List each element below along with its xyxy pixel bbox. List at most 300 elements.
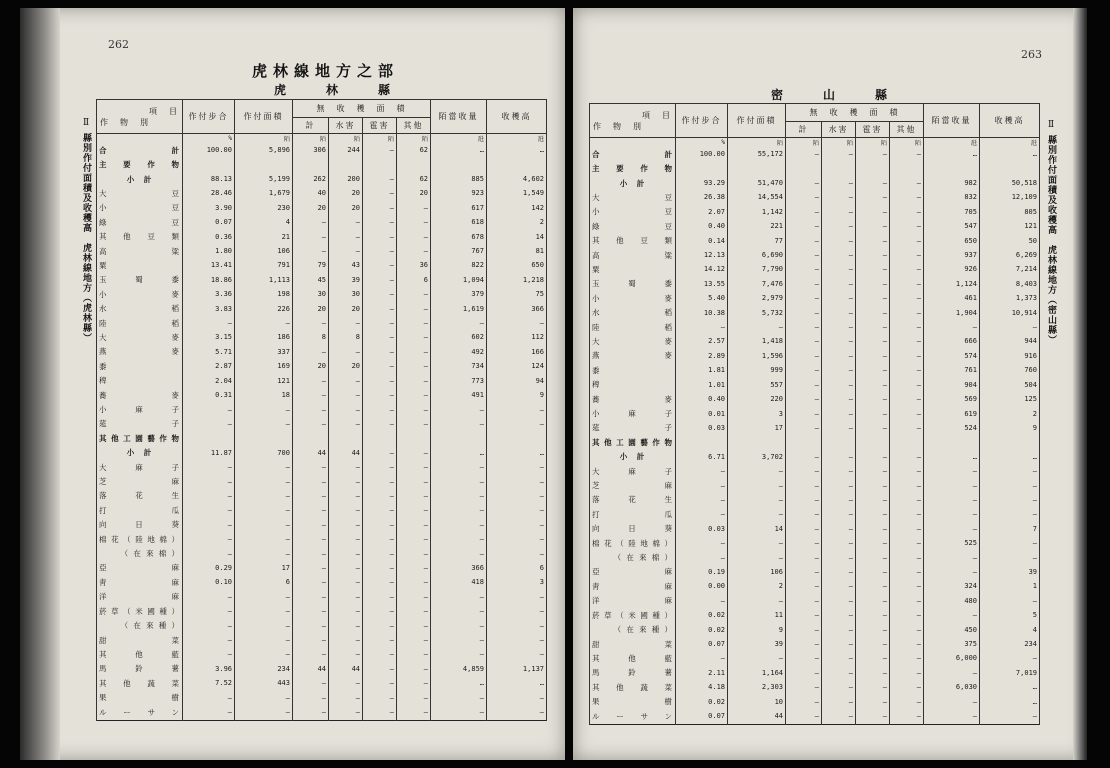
- table-row: [590, 550, 1040, 564]
- cell-value: 999: [728, 363, 786, 377]
- cell-value: —: [890, 291, 924, 305]
- cell-value: —: [676, 493, 728, 507]
- cell-value: —: [890, 594, 924, 608]
- cell-value: —: [786, 277, 822, 291]
- cell-value: [293, 431, 329, 445]
- row-label-text: 大 麥: [592, 336, 673, 346]
- cell-value: —: [183, 518, 235, 532]
- cell-value: 617: [431, 201, 487, 215]
- cell-value: —: [487, 532, 547, 546]
- cell-value: —: [431, 647, 487, 661]
- cell-value: —: [822, 464, 856, 478]
- cell-value: —: [822, 248, 856, 262]
- cell-value: 40: [293, 186, 329, 200]
- cell-value: 666: [924, 334, 980, 348]
- cell-value: 20: [293, 301, 329, 315]
- cell-value: —: [980, 709, 1040, 725]
- cell-value: [890, 161, 924, 175]
- cell-value: 2.11: [676, 666, 728, 680]
- cell-value: 0.07: [676, 709, 728, 725]
- cell-value: —: [397, 330, 431, 344]
- cell-value: 106: [728, 565, 786, 579]
- table-row: [590, 622, 1040, 636]
- table-row: [590, 305, 1040, 319]
- table-row: [590, 709, 1040, 725]
- cell-value: —: [856, 493, 890, 507]
- cell-value: —: [329, 690, 363, 704]
- unit-harvest: 瓩: [980, 138, 1040, 148]
- table-row: [590, 594, 1040, 608]
- cell-value: —: [363, 518, 397, 532]
- cell-value: 324: [924, 579, 980, 593]
- cell-value: 0.07: [676, 637, 728, 651]
- cell-value: 1: [980, 579, 1040, 593]
- unit-flood: 陌: [822, 138, 856, 148]
- row-label-text: 玉蜀黍: [592, 279, 673, 289]
- cell-value: —: [235, 503, 293, 517]
- row-label-text: 大 豆: [592, 192, 673, 202]
- cell-value: —: [235, 402, 293, 416]
- unit-ratio: %: [676, 138, 728, 148]
- cell-value: —: [235, 705, 293, 721]
- cell-value: 650: [924, 233, 980, 247]
- cell-value: —: [397, 489, 431, 503]
- cell-value: —: [431, 590, 487, 604]
- table-row: [590, 147, 1040, 161]
- cell-value: —: [329, 503, 363, 517]
- cell-value: 20: [329, 301, 363, 315]
- header-harvest: 收穫高: [980, 104, 1040, 138]
- cell-value: —: [363, 201, 397, 215]
- table-row: [97, 417, 547, 431]
- row-label: [97, 287, 183, 301]
- cell-value: —: [487, 618, 547, 632]
- cell-value: 3.90: [183, 201, 235, 215]
- cell-value: 20: [329, 359, 363, 373]
- cell-value: —: [786, 219, 822, 233]
- row-label-text: 大麻子: [99, 462, 180, 472]
- cell-value: —: [856, 205, 890, 219]
- cell-value: —: [822, 233, 856, 247]
- cell-value: —: [856, 565, 890, 579]
- row-label: [97, 402, 183, 416]
- row-label: [590, 579, 676, 593]
- cell-value: 982: [924, 176, 980, 190]
- cell-value: —: [890, 622, 924, 636]
- row-label-text: 其他藍: [99, 649, 180, 659]
- cell-value: 0.31: [183, 388, 235, 402]
- unit-total: 陌: [786, 138, 822, 148]
- cell-value: —: [397, 316, 431, 330]
- cell-value: —: [728, 507, 786, 521]
- cell-value: —: [856, 233, 890, 247]
- cell-value: —: [363, 590, 397, 604]
- cell-value: —: [822, 608, 856, 622]
- cell-value: [397, 157, 431, 171]
- cell-value: —: [293, 647, 329, 661]
- cell-value: [924, 161, 980, 175]
- table-row: [97, 229, 547, 243]
- cell-value: 142: [487, 201, 547, 215]
- cell-value: 21: [235, 229, 293, 243]
- cell-value: —: [676, 594, 728, 608]
- header-other: 其他: [397, 118, 431, 134]
- cell-value: —: [856, 709, 890, 725]
- row-label: [590, 622, 676, 636]
- cell-value: 20: [329, 201, 363, 215]
- cell-value: 11.87: [183, 446, 235, 460]
- cell-value: 557: [728, 378, 786, 392]
- cell-value: 0.01: [676, 406, 728, 420]
- row-label-text: 其他蔬菜: [99, 678, 180, 688]
- table-row: [97, 446, 547, 460]
- cell-value: —: [786, 507, 822, 521]
- cell-value: 9: [980, 421, 1040, 435]
- row-label: [590, 637, 676, 651]
- cell-value: …: [487, 446, 547, 460]
- book-edge-shadow: [1073, 8, 1087, 760]
- cell-value: —: [293, 345, 329, 359]
- row-label: [97, 633, 183, 647]
- cell-value: —: [786, 406, 822, 420]
- cell-value: —: [822, 493, 856, 507]
- cell-value: —: [890, 493, 924, 507]
- cell-value: 761: [924, 363, 980, 377]
- row-label-text: 靑 麻: [99, 577, 180, 587]
- cell-value: 0.03: [676, 522, 728, 536]
- table-row: [97, 474, 547, 488]
- cell-value: —: [786, 536, 822, 550]
- cell-value: 2,303: [728, 680, 786, 694]
- cell-value: —: [786, 334, 822, 348]
- cell-value: —: [329, 460, 363, 474]
- cell-value: 1,142: [728, 205, 786, 219]
- header-area: 作付面積: [728, 104, 786, 138]
- cell-value: —: [856, 450, 890, 464]
- cell-value: —: [980, 320, 1040, 334]
- row-label: [97, 431, 183, 445]
- cell-value: 926: [924, 262, 980, 276]
- cell-value: —: [183, 474, 235, 488]
- row-label-text: 大 豆: [99, 188, 180, 198]
- cell-value: —: [786, 320, 822, 334]
- cell-value: 13.41: [183, 258, 235, 272]
- cell-value: —: [786, 392, 822, 406]
- cell-value: —: [786, 680, 822, 694]
- cell-value: —: [293, 590, 329, 604]
- cell-value: 6.71: [676, 450, 728, 464]
- header-area: 作付面積: [235, 100, 293, 134]
- cell-value: —: [676, 320, 728, 334]
- cell-value: 18: [235, 388, 293, 402]
- cell-value: —: [676, 478, 728, 492]
- cell-value: —: [329, 647, 363, 661]
- cell-value: 14.12: [676, 262, 728, 276]
- cell-value: —: [487, 402, 547, 416]
- cell-value: 12,109: [980, 190, 1040, 204]
- cell-value: —: [786, 565, 822, 579]
- row-label-text: 小 計: [126, 174, 153, 184]
- cell-value: —: [397, 359, 431, 373]
- cell-value: —: [363, 359, 397, 373]
- cell-value: —: [980, 651, 1040, 665]
- cell-value: 6: [397, 273, 431, 287]
- row-label: [97, 244, 183, 258]
- cell-value: 5.71: [183, 345, 235, 359]
- row-label: [97, 662, 183, 676]
- side-caption-text: 縣別作付面積及收穫高 虎林線地方（密山縣）: [1046, 135, 1056, 346]
- cell-value: 904: [924, 378, 980, 392]
- cell-value: —: [890, 176, 924, 190]
- cell-value: —: [822, 637, 856, 651]
- cell-value: —: [786, 464, 822, 478]
- header-item: 項 目: [642, 110, 672, 120]
- cell-value: —: [293, 604, 329, 618]
- cell-value: 44: [293, 662, 329, 676]
- cell-value: —: [786, 550, 822, 564]
- cell-value: —: [329, 532, 363, 546]
- row-label: [590, 248, 676, 262]
- cell-value: 10.38: [676, 305, 728, 319]
- cell-value: —: [363, 546, 397, 560]
- cell-value: —: [329, 374, 363, 388]
- row-label: [590, 363, 676, 377]
- header-harvest: 收穫高: [487, 100, 547, 134]
- cell-value: —: [397, 575, 431, 589]
- cell-value: —: [890, 522, 924, 536]
- cell-value: 0.40: [676, 219, 728, 233]
- cell-value: 6: [235, 575, 293, 589]
- cell-value: —: [487, 518, 547, 532]
- cell-value: —: [293, 690, 329, 704]
- cell-value: 525: [924, 536, 980, 550]
- side-caption: [78, 118, 94, 343]
- cell-value: —: [235, 546, 293, 560]
- cell-value: —: [822, 507, 856, 521]
- cell-value: 4,602: [487, 172, 547, 186]
- page-number: 263: [1021, 48, 1042, 61]
- cell-value: —: [890, 579, 924, 593]
- row-label: [590, 392, 676, 406]
- table-row: [97, 359, 547, 373]
- cell-value: —: [856, 305, 890, 319]
- cell-value: —: [856, 478, 890, 492]
- row-label: [97, 446, 183, 460]
- cell-value: 20: [293, 359, 329, 373]
- cell-value: 1,904: [924, 305, 980, 319]
- cell-value: —: [924, 709, 980, 725]
- cell-value: 26.38: [676, 190, 728, 204]
- cell-value: —: [890, 392, 924, 406]
- cell-value: —: [363, 258, 397, 272]
- side-caption-text: 縣別作付面積及收穫高 虎林線地方（虎林縣）: [81, 133, 91, 344]
- cell-value: 81: [487, 244, 547, 258]
- cell-value: 1,094: [431, 273, 487, 287]
- cell-value: [822, 435, 856, 449]
- table-row: [590, 565, 1040, 579]
- cell-value: 20: [329, 186, 363, 200]
- row-label: [590, 320, 676, 334]
- cell-value: 418: [431, 575, 487, 589]
- cell-value: —: [822, 666, 856, 680]
- row-label: [590, 219, 676, 233]
- cell-value: 221: [728, 219, 786, 233]
- cell-value: —: [786, 651, 822, 665]
- row-label-text: 落花生: [592, 495, 673, 505]
- cell-value: —: [183, 590, 235, 604]
- cell-value: —: [728, 464, 786, 478]
- cell-value: 734: [431, 359, 487, 373]
- cell-value: 62: [397, 143, 431, 157]
- cell-value: —: [786, 421, 822, 435]
- cell-value: —: [431, 518, 487, 532]
- cell-value: —: [822, 320, 856, 334]
- cell-value: 791: [235, 258, 293, 272]
- cell-value: [363, 431, 397, 445]
- row-label-text: 小 麥: [99, 289, 180, 299]
- table-row: [590, 248, 1040, 262]
- cell-value: —: [397, 633, 431, 647]
- cell-value: —: [822, 277, 856, 291]
- header-no-harvest: 無 收 穫 面 積: [786, 104, 924, 122]
- row-label-text: 合 計: [99, 145, 180, 155]
- row-label-text: 水 稻: [99, 304, 180, 314]
- header-ratio: 作付步合: [676, 104, 728, 138]
- cell-value: 9: [728, 622, 786, 636]
- row-label: [97, 590, 183, 604]
- table-row: [590, 435, 1040, 449]
- cell-value: 0.07: [183, 215, 235, 229]
- row-label: [590, 522, 676, 536]
- table-row: [590, 464, 1040, 478]
- cell-value: —: [363, 690, 397, 704]
- cell-value: —: [363, 244, 397, 258]
- cell-value: 28.46: [183, 186, 235, 200]
- header-crop: 作 物 別: [593, 121, 643, 131]
- cell-value: 3.15: [183, 330, 235, 344]
- cell-value: —: [363, 676, 397, 690]
- cell-value: —: [786, 363, 822, 377]
- cell-value: —: [890, 147, 924, 161]
- cell-value: 492: [431, 345, 487, 359]
- cell-value: 3: [487, 575, 547, 589]
- cell-value: 79: [293, 258, 329, 272]
- row-label: [97, 143, 183, 157]
- table-row: [590, 233, 1040, 247]
- table-row: [590, 277, 1040, 291]
- cell-value: —: [329, 474, 363, 488]
- header-total: 計: [293, 118, 329, 134]
- cell-value: —: [363, 633, 397, 647]
- cell-value: —: [397, 301, 431, 315]
- cell-value: 366: [431, 561, 487, 575]
- cell-value: 461: [924, 291, 980, 305]
- cell-value: —: [728, 594, 786, 608]
- cell-value: 480: [924, 594, 980, 608]
- cell-value: —: [980, 536, 1040, 550]
- cell-value: 1.01: [676, 378, 728, 392]
- cell-value: —: [728, 550, 786, 564]
- cell-value: —: [924, 522, 980, 536]
- row-label-text: 其他工園藝作物: [592, 437, 673, 447]
- cell-value: 6,269: [980, 248, 1040, 262]
- cell-value: —: [786, 205, 822, 219]
- cell-value: —: [786, 637, 822, 651]
- page-number: 262: [108, 38, 129, 51]
- cell-value: —: [822, 651, 856, 665]
- row-label-text: 打 瓜: [592, 509, 673, 519]
- cell-value: 0.10: [183, 575, 235, 589]
- row-label-text: 向日葵: [99, 520, 180, 530]
- cell-value: 547: [924, 219, 980, 233]
- cell-value: —: [293, 229, 329, 243]
- cell-value: —: [856, 147, 890, 161]
- cell-value: 337: [235, 345, 293, 359]
- cell-value: —: [822, 378, 856, 392]
- cell-value: …: [487, 676, 547, 690]
- table-row: [97, 316, 547, 330]
- cell-value: 944: [980, 334, 1040, 348]
- row-label-text: 亞 麻: [592, 567, 673, 577]
- cell-value: —: [924, 507, 980, 521]
- table-row: [97, 489, 547, 503]
- row-label: [590, 435, 676, 449]
- cell-value: [676, 435, 728, 449]
- cell-value: —: [363, 503, 397, 517]
- row-label-text: 其他豆類: [99, 232, 180, 242]
- cell-value: —: [293, 489, 329, 503]
- table-row: [590, 219, 1040, 233]
- row-label-text: 亞 麻: [99, 563, 180, 573]
- cell-value: 39: [980, 565, 1040, 579]
- cell-value: —: [822, 421, 856, 435]
- cell-value: —: [856, 262, 890, 276]
- table-row: [590, 522, 1040, 536]
- table-row: [97, 431, 547, 445]
- cell-value: —: [363, 705, 397, 721]
- cell-value: —: [363, 489, 397, 503]
- cell-value: —: [329, 402, 363, 416]
- cell-value: —: [890, 680, 924, 694]
- cell-value: —: [822, 291, 856, 305]
- cell-value: —: [856, 277, 890, 291]
- cell-value: —: [293, 244, 329, 258]
- table-row: [97, 705, 547, 721]
- cell-value: 0.02: [676, 694, 728, 708]
- cell-value: 106: [235, 244, 293, 258]
- table-row: [590, 637, 1040, 651]
- prefecture-title: 密 山 縣: [771, 88, 902, 102]
- cell-value: —: [890, 334, 924, 348]
- cell-value: 773: [431, 374, 487, 388]
- cell-value: —: [293, 503, 329, 517]
- cell-value: —: [397, 503, 431, 517]
- cell-value: 2,979: [728, 291, 786, 305]
- cell-value: —: [397, 201, 431, 215]
- cell-value: 7,214: [980, 262, 1040, 276]
- unit-other: 陌: [397, 134, 431, 144]
- cell-value: 2.87: [183, 359, 235, 373]
- cell-value: 2.89: [676, 349, 728, 363]
- cell-value: [363, 157, 397, 171]
- cell-value: —: [397, 676, 431, 690]
- cell-value: —: [676, 550, 728, 564]
- row-label: [97, 215, 183, 229]
- row-label: [97, 460, 183, 474]
- cell-value: —: [980, 478, 1040, 492]
- cell-value: —: [431, 417, 487, 431]
- row-label-text: 其他工園藝作物: [99, 433, 180, 443]
